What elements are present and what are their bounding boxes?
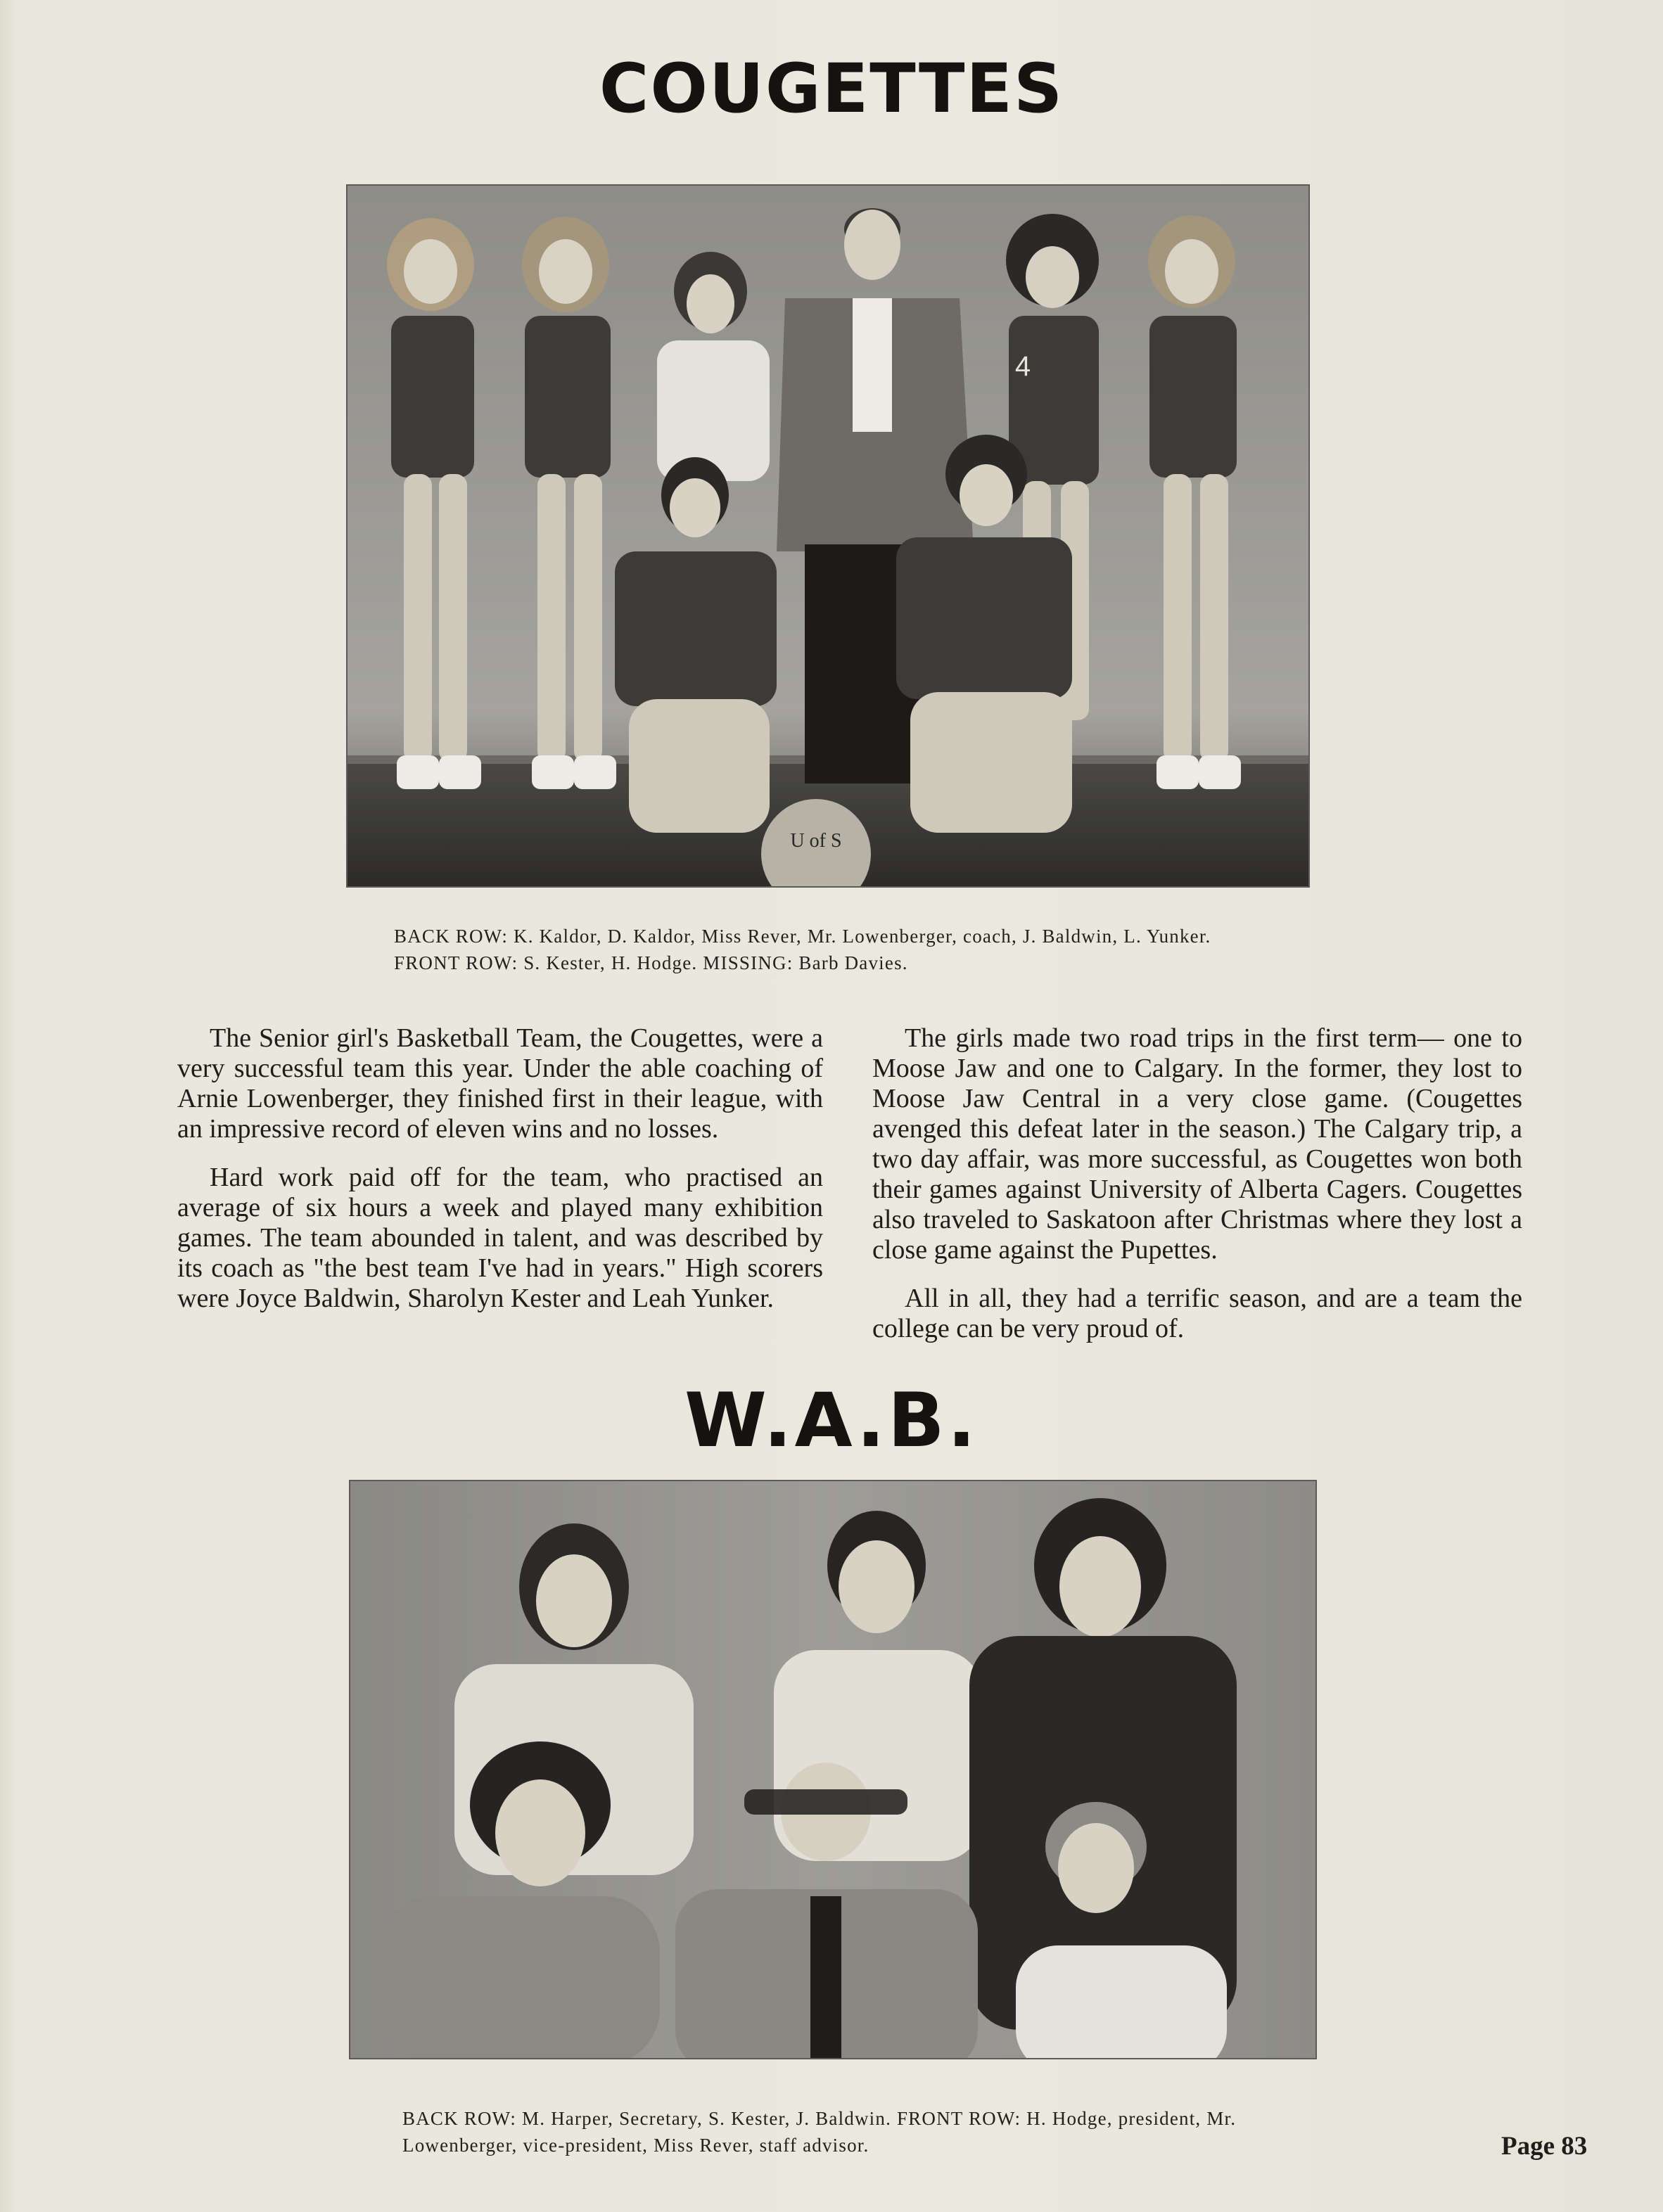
article-paragraph: The Senior girl's Basketball Team, the Cougettes, were a very successful team this year. Under the able coaching of Arnie Lowenberger, they finished first in their league, with an impressive record of eleven wins and no losses. bbox=[177, 1023, 823, 1144]
wab-photo-caption: BACK ROW: M. Harper, Secretary, S. Kester, J. Baldwin. FRONT ROW: H. Hodge, president, Mr. Lowenberger, vice-president, Miss Rever, staff advisor. bbox=[402, 2108, 1237, 2156]
article-paragraph: All in all, they had a terrific season, and are a team the college can be very proud of. bbox=[872, 1284, 1522, 1343]
ball-label: U of S bbox=[790, 830, 842, 852]
article-paragraph: Hard work paid off for the team, who practised an average of six hours a week and played many exhibition games. The team abounded in talent, and was described by its coach as "the best team I've had in years." High scorers were Joyce Baldwin, Sharolyn Kester and Leah Yunker. bbox=[177, 1163, 823, 1313]
section-title-cougettes: COUGETTES bbox=[599, 49, 1064, 128]
cougettes-photo-drawing bbox=[348, 186, 1308, 886]
wab-group-photo bbox=[350, 1481, 1315, 2058]
article-paragraph: The girls made two road trips in the first term— one to Moose Jaw and one to Calgary. In the former, they lost to Moose Jaw Central in a very close game. (Cougettes avenged this defeat later in the season.) The Calgary trip, a two day affair, was more successful, as Cougettes won both their games against University of Alberta Cagers. Cougettes also traveled to Saskatoon after Christmas where they lost a close game against the Pupettes. bbox=[872, 1023, 1522, 1265]
page-number: Page 83 bbox=[1501, 2132, 1588, 2161]
cougettes-photo-caption: BACK ROW: K. Kaldor, D. Kaldor, Miss Rever, Mr. Lowenberger, coach, J. Baldwin, L. Yunker. FRONT ROW: S. Kester, H. Hodge. MISSING: Barb Davies. bbox=[394, 926, 1211, 973]
cougettes-team-photo bbox=[348, 186, 1308, 886]
section-title-wab: W.A.B. bbox=[684, 1377, 979, 1464]
article-column-left bbox=[177, 1023, 823, 1332]
article-column-right bbox=[872, 1023, 1522, 1362]
wab-photo-drawing bbox=[350, 1481, 1315, 2058]
jersey-number: 4 bbox=[1014, 351, 1031, 382]
